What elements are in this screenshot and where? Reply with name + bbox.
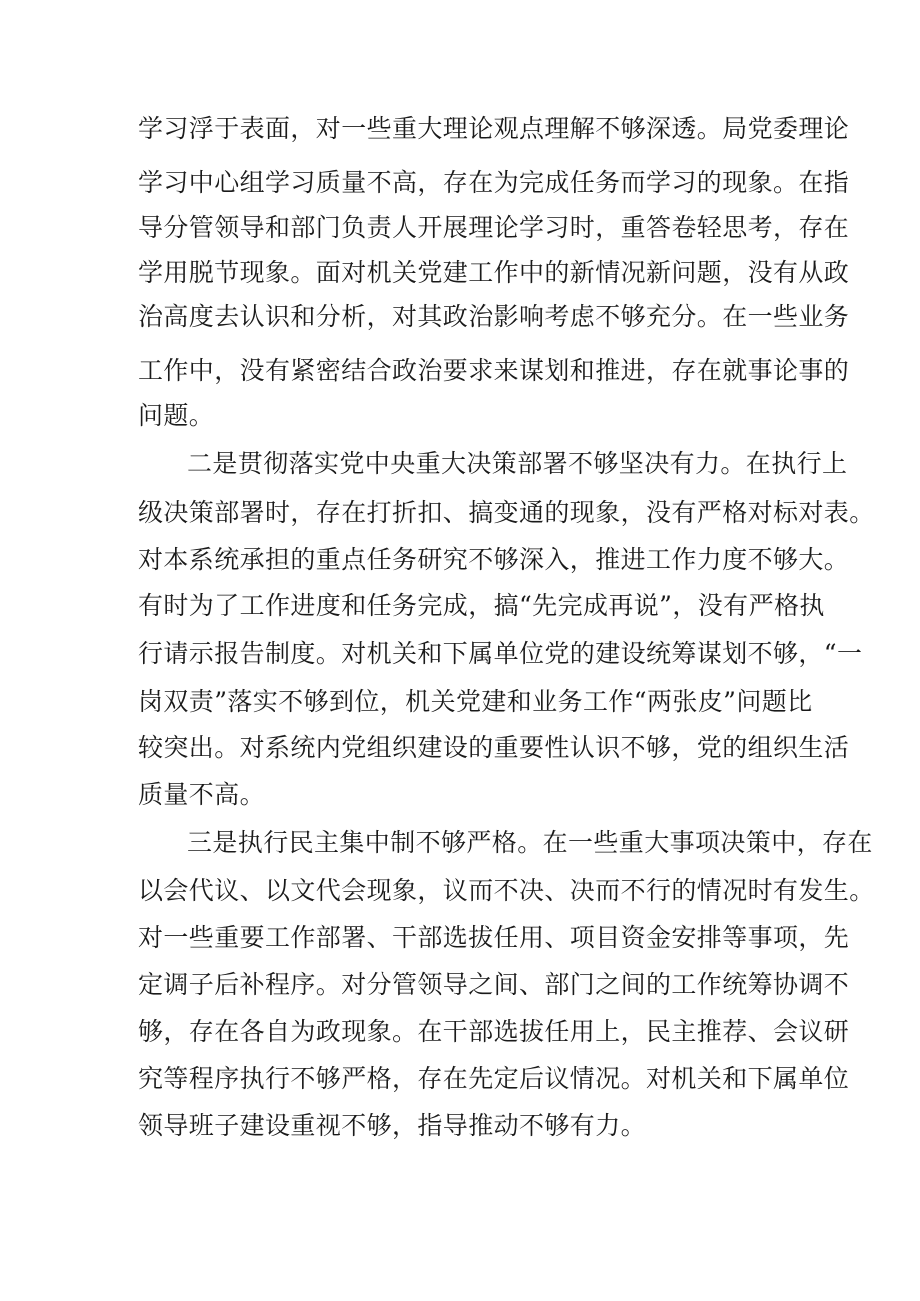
- text-line: 学习中心组学习质量不高，存在为完成任务而学习的现象。在指: [138, 168, 850, 197]
- text-line: 问题。: [138, 401, 215, 430]
- text-line: 对一些重要工作部署、干部选拔任用、项目资金安排等事项，先: [138, 923, 850, 952]
- paragraph-heading-line: 二是贯彻落实党中央重大决策部署不够坚决有力。在执行上: [187, 449, 848, 478]
- text-line: 学用脱节现象。面对机关党建工作中的新情况新问题，没有从政: [138, 258, 850, 287]
- text-line: 领导班子建设重视不够，指导推动不够有力。: [138, 1111, 647, 1140]
- text-line: 级决策部署时，存在打折扣、搞变通的现象，没有严格对标对表。: [138, 498, 875, 527]
- text-line: 够，存在各自为政现象。在干部选拔任用上，民主推荐、会议研: [138, 1017, 850, 1046]
- text-line: 学习浮于表面，对一些重大理论观点理解不够深透。局党委理论: [138, 114, 850, 143]
- paragraph-heading-line: 三是执行民主集中制不够严格。在一些重大事项决策中，存在: [187, 828, 873, 857]
- text-line: 对本系统承担的重点任务研究不够深入，推进工作力度不够大。: [138, 545, 850, 574]
- text-line: 岗双责”落实不够到位，机关党建和业务工作“两张皮”问题比: [138, 687, 813, 716]
- text-line: 有时为了工作进度和任务完成，搞“先完成再说”，没有严格执: [138, 591, 825, 620]
- text-line: 以会代议、以文代会现象，议而不决、决而不行的情况时有发生。: [138, 876, 875, 905]
- text-line: 较突出。对系统内党组织建设的重要性认识不够，党的组织生活: [138, 733, 850, 762]
- text-line: 定调子后补程序。对分管领导之间、部门之间的工作统筹协调不: [138, 970, 850, 999]
- text-line: 行请示报告制度。对机关和下属单位党的建设统筹谋划不够，“一: [138, 639, 863, 668]
- text-line: 导分管领导和部门负责人开展理论学习时，重答卷轻思考，存在: [138, 213, 850, 242]
- text-line: 质量不高。: [138, 780, 266, 809]
- text-line: 治高度去认识和分析，对其政治影响考虑不够充分。在一些业务: [138, 302, 850, 331]
- text-line: 究等程序执行不够严格，存在先定后议情况。对机关和下属单位: [138, 1064, 850, 1093]
- text-line: 工作中，没有紧密结合政治要求来谋划和推进，存在就事论事的: [138, 356, 850, 385]
